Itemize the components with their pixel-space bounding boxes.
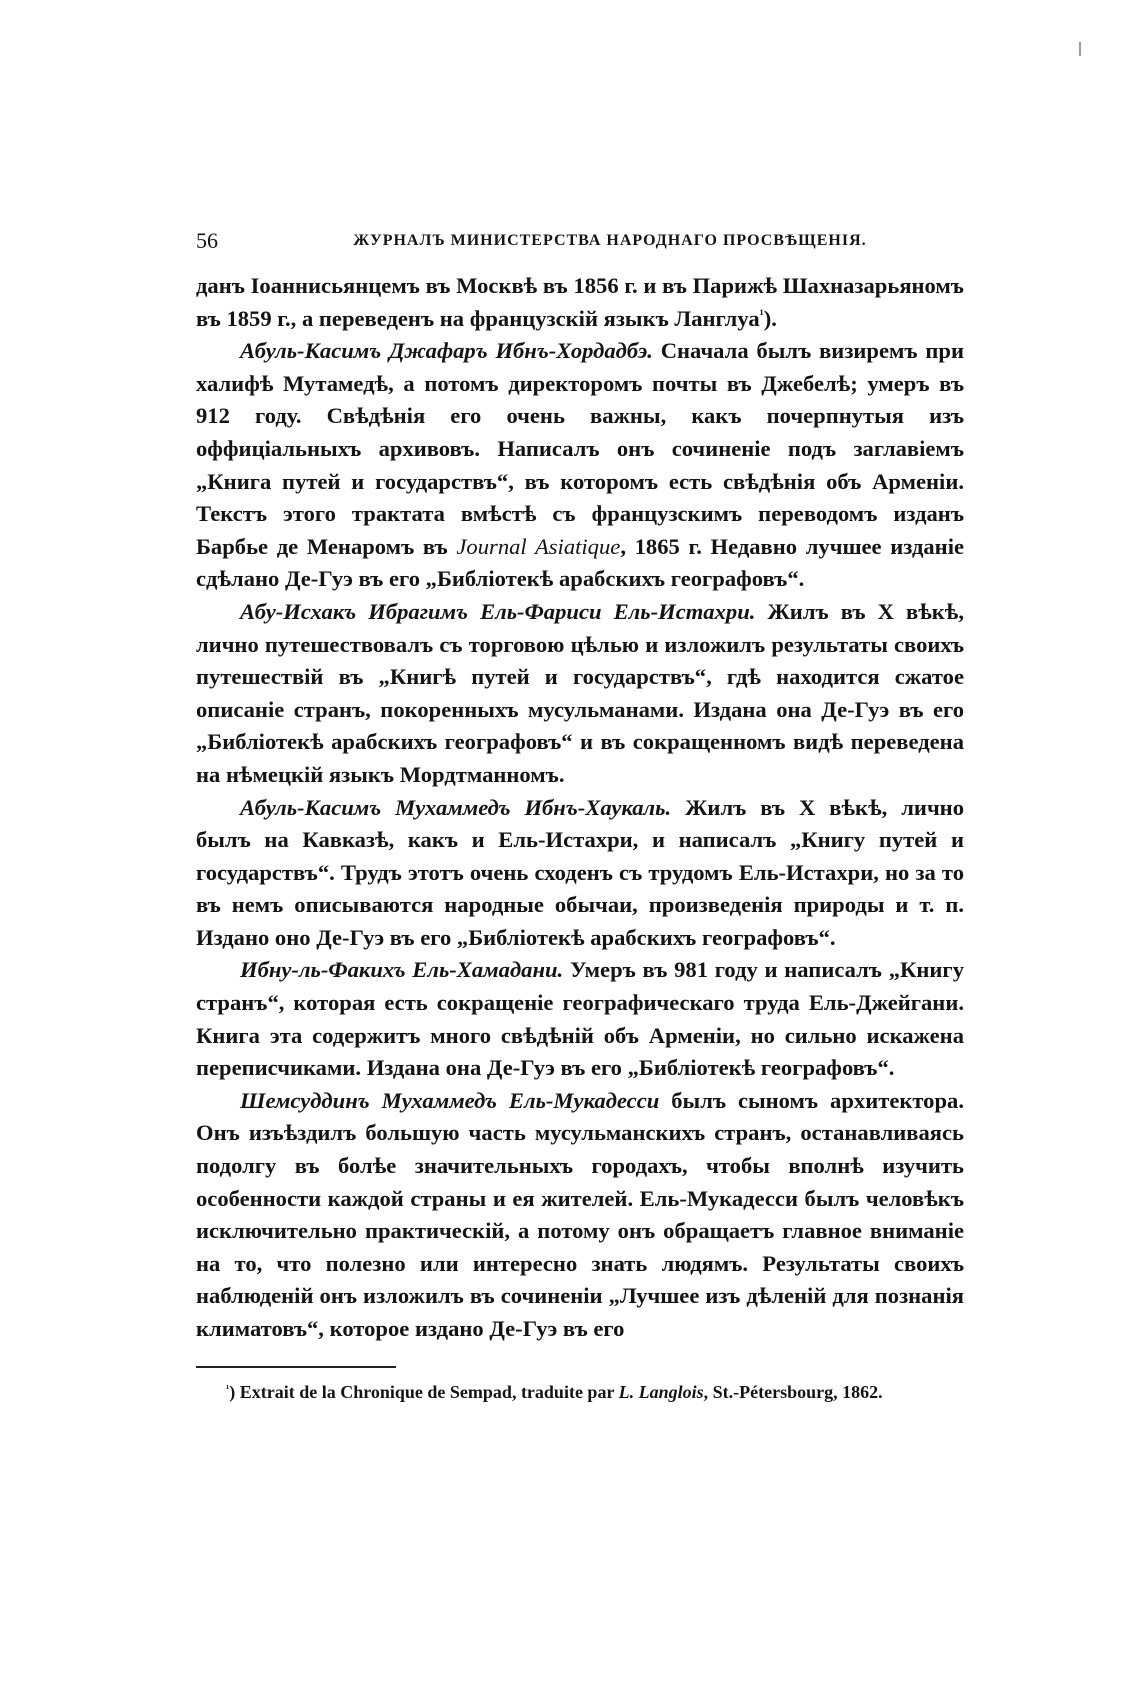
entry-name: Абуль-Касимъ Джафаръ Ибнъ-Хордадбэ. bbox=[240, 338, 653, 364]
entry-name: Шемсуддинъ Мухаммедъ Ель-Мукадесси bbox=[240, 1087, 660, 1113]
footnote bbox=[196, 1378, 964, 1406]
entry-name: Абу-Исхакъ Ибрагимъ Ель-Фариси Ель-Истахри. bbox=[240, 598, 756, 624]
book-page bbox=[196, 226, 964, 1406]
footnote-divider bbox=[196, 1366, 396, 1368]
running-title: ЖУРНАЛЪ МИНИСТЕРСТВА НАРОДНАГО ПРОСВѢЩЕНІЯ. bbox=[353, 232, 867, 249]
paragraph-text: , 1865 г. Недавно лучшее изданіе сдѣлано Де-Гуэ въ его „Библіотекѣ арабскихъ географовъ“. bbox=[196, 533, 964, 592]
page-number: 56 bbox=[196, 228, 218, 253]
paragraph-text: Жилъ въ X вѣкѣ, лично путешествовалъ съ торговою цѣлью и изложилъ результаты своихъ путешествій въ „Книгѣ путей и государствъ“, гдѣ находится сжатое описаніе странъ, покоренныхъ мусульманами. Издана она Де-Гуэ въ его „Библіотекѣ арабскихъ географовъ“ и въ сокращенномъ видѣ переведена на нѣмецкій языкъ Мордтманномъ. bbox=[196, 598, 964, 787]
scan-mark bbox=[1079, 42, 1081, 56]
paragraph-ibn-al-fakih bbox=[196, 954, 964, 1084]
paragraph-istakhri bbox=[196, 596, 964, 792]
paragraph-ibn-haukal bbox=[196, 792, 964, 955]
page-body bbox=[196, 270, 964, 1346]
paragraph-continuation bbox=[196, 270, 964, 335]
paragraph-text: Умеръ въ 981 году и написалъ „Книгу странъ“, которая есть сокращеніе географическаго труда Ель-Джейгани. Книга эта содержитъ много свѣдѣній объ Арменіи, но сильно искажена переписчиками. Издана она Де-Гуэ въ его „Библіотекѣ географовъ“. bbox=[196, 957, 964, 1081]
footnote-author: L. Langlois bbox=[618, 1381, 704, 1402]
footnote-marker: ¹ bbox=[226, 1382, 230, 1395]
footnote-text: ) Extrait de la Chronique de Sempad, traduite par bbox=[229, 1381, 619, 1402]
entry-name: Ибну-ль-Факихъ Ель-Хамадани. bbox=[240, 957, 564, 983]
paragraph-mukaddasi bbox=[196, 1085, 964, 1346]
entry-name: Абуль-Касимъ Мухаммедъ Ибнъ-Хаукаль. bbox=[240, 794, 672, 820]
paragraph-text: Сначала былъ визиремъ при халифѣ Мутамедѣ, а потомъ директоромъ почты въ Джебелѣ; умеръ въ 912 году. Свѣдѣнія его очень важны, какъ почерпнутыя изъ оффиціальныхъ архивовъ. Написалъ онъ сочиненіе подъ заглавіемъ „Книга путей и государствъ“, въ которомъ есть свѣдѣнія объ Арменіи. Текстъ этого трактата вмѣстѣ съ французскимъ переводомъ изданъ Барбье де Менаромъ въ bbox=[196, 338, 964, 559]
footnote-text-tail: , St.-Pétersbourg, 1862. bbox=[703, 1381, 883, 1402]
paragraph-text: Жилъ въ X вѣкѣ, лично былъ на Кавказѣ, какъ и Ель-Истахри, и написалъ „Книгу путей и государствъ“. Трудъ этотъ очень сходенъ съ трудомъ Ель-Истахри, но за то въ немъ описываются народные обычаи, произведенія природы и т. п. Издано оно Де-Гуэ въ его „Библіотекѣ арабскихъ географовъ“. bbox=[196, 794, 964, 950]
paragraph-ibn-khordadbeh bbox=[196, 335, 964, 596]
paragraph-text-tail: ). bbox=[763, 305, 777, 331]
paragraph-text: данъ Іоаннисьянцемъ въ Москвѣ въ 1856 г. и въ Парижѣ Шахназарьяномъ въ 1859 г., а переведенъ на французскій языкъ Ланглуа bbox=[196, 273, 964, 331]
paragraph-text: былъ сыномъ архитектора. Онъ изъѣздилъ большую часть мусульманскихъ странъ, останавливаясь подолгу въ болѣе значительныхъ городахъ, чтобы вполнѣ изучить особенности каждой страны и ея жителей. Ель-Мукадесси былъ человѣкъ исключительно практическій, а потому онъ обращаетъ главное вниманіе на то, что полезно или интересно знать людямъ. Результаты своихъ наблюденій онъ изложилъ въ сочиненіи „Лучшее изъ дѣленій для познанія климатовъ“, которое издано Де-Гуэ въ его bbox=[196, 1087, 964, 1341]
journal-title: Journal Asiatique bbox=[456, 533, 621, 559]
footnote-reference: ¹ bbox=[759, 306, 764, 322]
page-header bbox=[196, 226, 964, 256]
